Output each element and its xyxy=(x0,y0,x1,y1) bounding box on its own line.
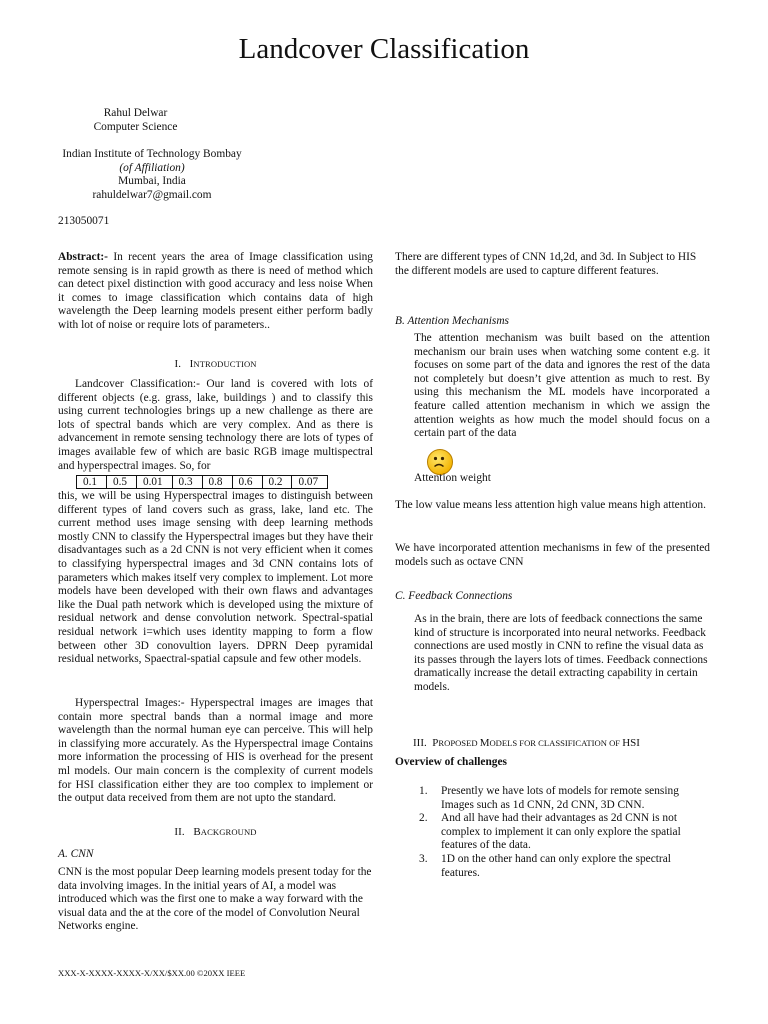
attention-values-table xyxy=(76,475,328,489)
list-item-text: Presently we have lots of models for remote sensing Images such as 1d CNN, 2d CNN, 3D CNN. xyxy=(441,785,679,811)
list-item-number: 2. xyxy=(419,812,428,825)
values-row xyxy=(77,476,328,489)
abstract-text: In recent years the area of Image classification using remote sensing is in rapid growth as there is need of method which can detect pixel distinction with good accuracy and less noise When it comes to image classification which contains data of high wavelength the Deep learning models present either perform badly with lot of noise or require lots of parameters.. xyxy=(58,251,373,331)
value-cell: 0.6 xyxy=(232,476,262,489)
list-item xyxy=(395,812,710,853)
author-affiliation: (of Affiliation) xyxy=(119,161,185,174)
list-item-number: 1. xyxy=(419,785,428,797)
author-location: Mumbai, India xyxy=(118,175,186,187)
list-item xyxy=(395,853,710,880)
background-first-letter: B xyxy=(193,826,201,838)
value-cell: 0.01 xyxy=(136,476,172,489)
intro-paragraph-2: this, we will be using Hyperspectral images to distinguish between different types of land covers such as grass, lake, land etc. The current method uses image sensing with deep learning methods mostly CNN to classify the Hyperspectral images but they have their disadvantages such as a 2d CNN is not very efficient when it comes to classifying hyperspectral images and 3d CNN contains lots of parameters which makes itself very complex to implement. Lot more models have been developed with their own flaws and advantages like the Dual path network which is developed using the mixture of residual network and dense convolution network. Spectral-spatial residual network i=which uses identity mapping to form a flow between other 3D conovultion layers. DPRN Deep pyramidal residual networks, Spaectral-spatial capsule and few other models. xyxy=(58,490,373,666)
overview-heading: Overview of challenges xyxy=(395,756,507,768)
background-heading xyxy=(58,826,373,840)
copyright-footer: XXX-X-XXXX-XXXX-X/XX/$XX.00 ©20XX IEEE xyxy=(58,968,246,978)
background-rest: ACKGROUND xyxy=(200,827,257,837)
intro-rest: NTRODUCTION xyxy=(193,359,257,369)
value-cell: 0.3 xyxy=(172,476,202,489)
cnn-types-paragraph: There are different types of CNN 1d,2d, and 3d. In Subject to HIS the different models are used to capture different features. xyxy=(395,251,697,277)
author-name: Rahul Delwar xyxy=(103,107,168,119)
abstract-label: Abstract:- xyxy=(58,251,108,263)
abstract xyxy=(58,251,373,333)
cnn-paragraph: CNN is the most popular Deep learning models present today for the data involving images. In the initial years of AI, a model was introduced which was the first one to make a way forward with the visual data and the at the core of the model of Convolution Neural Networks engine. xyxy=(58,866,372,933)
paper-title: Landcover Classification xyxy=(238,33,530,65)
intro-paragraph-1: Landcover Classification:- Our land is covered with lots of different objects (e.g. grass, lake, buildings ) and to classify this using current technologies brings up a new challenge as there are lots of spectral bands which are very complex. And as there is advancement in remote sensing technology there are lots of types of images available few of which are basic RGB image multispectral and hyperspectral images. So, for xyxy=(58,378,373,472)
incorporated-paragraph: We have incorporated attention mechanisms in few of the presented models such as octave CNN xyxy=(395,542,710,568)
proposed-heading: III. PROPOSED MODELS FOR CLASSIFICATION OF HSI xyxy=(413,737,640,749)
author-email[interactable]: rahuldelwar7@gmail.com xyxy=(92,188,212,201)
author-institute: Indian Institute of Technology Bombay xyxy=(62,148,242,160)
cnn-subheading: A. CNN xyxy=(58,848,94,860)
list-item xyxy=(395,785,710,812)
value-cell: 0.1 xyxy=(77,476,107,489)
attention-subheading: B. Attention Mechanisms xyxy=(395,315,509,327)
list-item-number: 3. xyxy=(419,852,428,865)
low-value-paragraph: The low value means less attention high value means high attention. xyxy=(395,499,706,511)
author-dept: Computer Science xyxy=(93,120,178,133)
intro-heading xyxy=(58,358,373,372)
attention-weight-caption: Attention weight xyxy=(414,472,491,484)
intro-numeral: I. xyxy=(174,358,182,370)
author-id: 213050071 xyxy=(58,215,110,227)
intro-paragraph-3: Hyperspectral Images:- Hyperspectral images are images that contain more spectral bands than a normal image and more wavelength than the normal human eye can perceive. This will help in classifying more accurately. As the Hyperspectral image Contains more information the processing of HIS is overhead for the present ml models. Our main concern is the complexity of current models for HSI classification either they are too complex to implement or the output data received from them are not upto the standard. xyxy=(58,697,373,805)
value-cell: 0.2 xyxy=(262,476,292,489)
intro-first-letter: I xyxy=(189,358,194,370)
author-block xyxy=(58,107,213,134)
value-cell: 0.5 xyxy=(106,476,136,489)
list-item-text: And all have had their advantages as 2d CNN is not complex to implement it can only explore the spatial features of the data. xyxy=(441,812,681,852)
feedback-paragraph: As in the brain, there are lots of feedback connections the same kind of structure is incorporated into neural networks. Feedback connections are used mostly in CNN to refine the visual data as its passes through the layers lots of times. Feedback connections dramatically increase the detail extracting capability in certain models. xyxy=(414,613,708,693)
background-numeral: II. xyxy=(174,826,185,838)
challenges-list xyxy=(395,785,710,880)
feedback-subheading: C. Feedback Connections xyxy=(395,590,513,602)
value-cell: 0.07 xyxy=(292,476,328,489)
attention-paragraph: The attention mechanism was built based on the attention mechanism our brain uses when watching some content e.g. it focuses on some part of the data and ignores the rest of the data not completely but doesn’t give attention as much to rest. By using this mechanism the ML models have incorporated a feature called attention mechanism in which we assign the attention weights as how much the model should focus on a certain part of the data xyxy=(414,332,710,440)
list-item-text: 1D on the other hand can only explore the spectral features. xyxy=(441,852,671,879)
author-affiliation-block xyxy=(58,148,246,202)
proposed-numeral: III. xyxy=(413,737,427,749)
value-cell: 0.8 xyxy=(202,476,232,489)
